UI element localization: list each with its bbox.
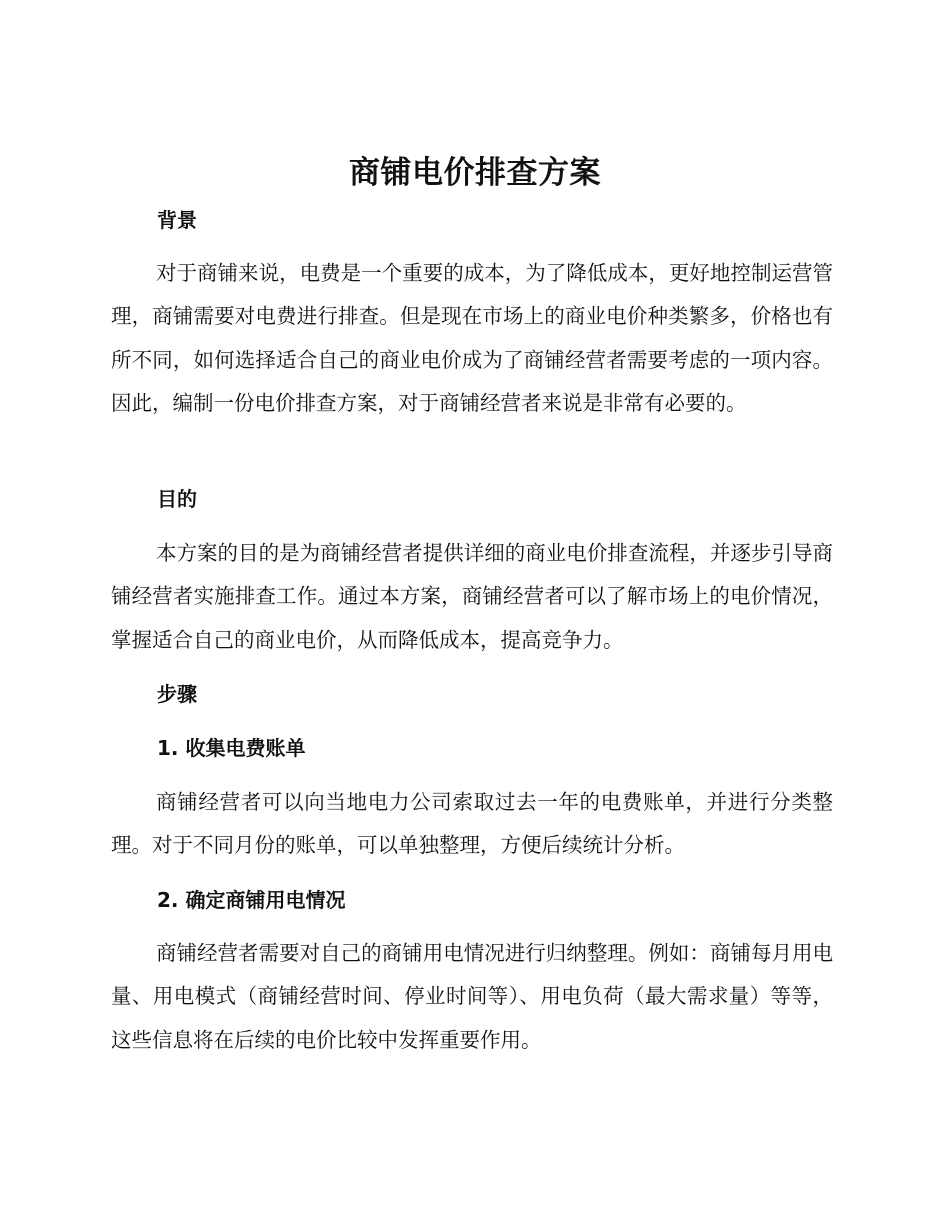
section-heading-steps: 步骤 <box>157 682 197 706</box>
step-heading-1: 1. 收集电费账单 <box>157 736 306 760</box>
paragraph-purpose: 本方案的目的是为商铺经营者提供详细的商业电价排查流程，并逐步引导商铺经营者实施排查工作。通过本方案，商铺经营者可以了解市场上的电价情况，掌握适合自己的商业电价，从而降低成本，提高竞争力。 <box>111 541 833 652</box>
step-heading-2: 2. 确定商铺用电情况 <box>157 888 346 912</box>
paragraph-step-1: 商铺经营者可以向当地电力公司索取过去一年的电费账单，并进行分类整理。对于不同月份的账单，可以单独整理，方便后续统计分析。 <box>111 790 833 858</box>
paragraph-step-2: 商铺经营者需要对自己的商铺用电情况进行归纳整理。例如：商铺每月用电量、用电模式（商铺经营时间、停业时间等）、用电负荷（最大需求量）等等，这些信息将在后续的电价比较中发挥重要作用。 <box>111 941 833 1052</box>
section-heading-purpose: 目的 <box>157 487 197 511</box>
document-title: 商铺电价排查方案 <box>349 155 601 191</box>
paragraph-background: 对于商铺来说，电费是一个重要的成本，为了降低成本，更好地控制运营管理，商铺需要对电费进行排查。但是现在市场上的商业电价种类繁多，价格也有所不同，如何选择适合自己的商业电价成为了商铺经营者需要考虑的一项内容。因此，编制一份电价排查方案，对于商铺经营者来说是非常有必要的。 <box>111 261 833 416</box>
section-heading-background: 背景 <box>157 208 197 232</box>
